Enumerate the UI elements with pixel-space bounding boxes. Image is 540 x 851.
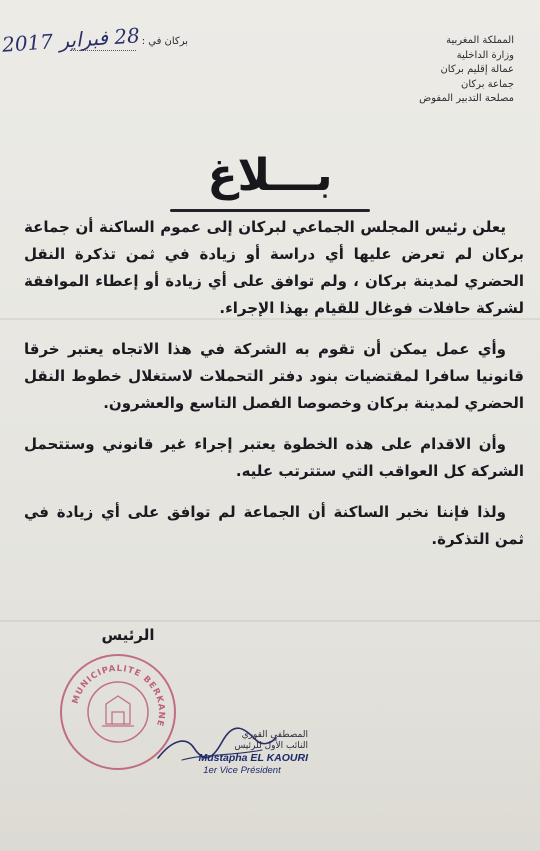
body-paragraph: وأن الاقدام على هذه الخطوة يعتبر إجراء غير قانوني وستتحمل الشركة كل العواقب التي ستترتب عليه. — [24, 435, 524, 480]
document-title: بـــلاغ — [207, 150, 333, 201]
paper-fold — [0, 620, 540, 622]
letterhead-line: عمالة إقليم بركان — [440, 64, 514, 75]
title-underline — [170, 209, 370, 212]
signatory-block — [176, 730, 308, 777]
signatory-role-en: 1er Vice Président — [203, 765, 281, 776]
place-label: بركان في : — [141, 36, 188, 47]
signatory-name-ar: المصطفى القوري — [241, 730, 308, 740]
letterhead-line: وزارة الداخلية — [456, 49, 514, 61]
letterhead-line: المملكة المغربية — [446, 35, 514, 46]
signatory-title: الرئيس — [101, 626, 155, 644]
body-paragraph: يعلن رئيس المجلس الجماعي لبركان إلى عموم الساكنة أن جماعة بركان لم تعرض عليها أي دراسة أو زيادة في ثمن تذكرة النقل الحضري لمدينة بركان ، ولم توافق على أي زيادة أو إعطاء الموافقة لشركة حافلات فوغال للقيام بهذا الإجراء. — [24, 218, 524, 317]
body-paragraph: وأي عمل يمكن أن تقوم به الشركة في هذا الاتجاه يعتبر خرقا قانونيا سافرا لمقتضيات بنود دفتر التحملات لاستغلال خطوط النقل الحضري لمدينة بركان وخصوصا الفصل التاسع والعشرون. — [24, 340, 524, 412]
body-paragraph: ولذا فإننا نخبر الساكنة أن الجماعة لم توافق على أي زيادة في ثمن التذكرة. — [24, 503, 524, 548]
signatory-name-en: Mustapha EL KAOURI — [198, 752, 308, 764]
letterhead-line: مصلحة التدبير المفوض — [419, 93, 514, 104]
letterhead — [364, 34, 514, 107]
place-date-line — [0, 23, 196, 57]
letterhead-line: جماعة بركان — [461, 78, 514, 90]
announcement-body — [24, 214, 524, 553]
stamp-ring-text: MUNICIPALITE BERKANE — [70, 663, 167, 728]
handwritten-date: 28 فبراير 2017 — [1, 23, 141, 57]
signatory-role-ar: النائب الأول للرئيس — [234, 741, 308, 751]
